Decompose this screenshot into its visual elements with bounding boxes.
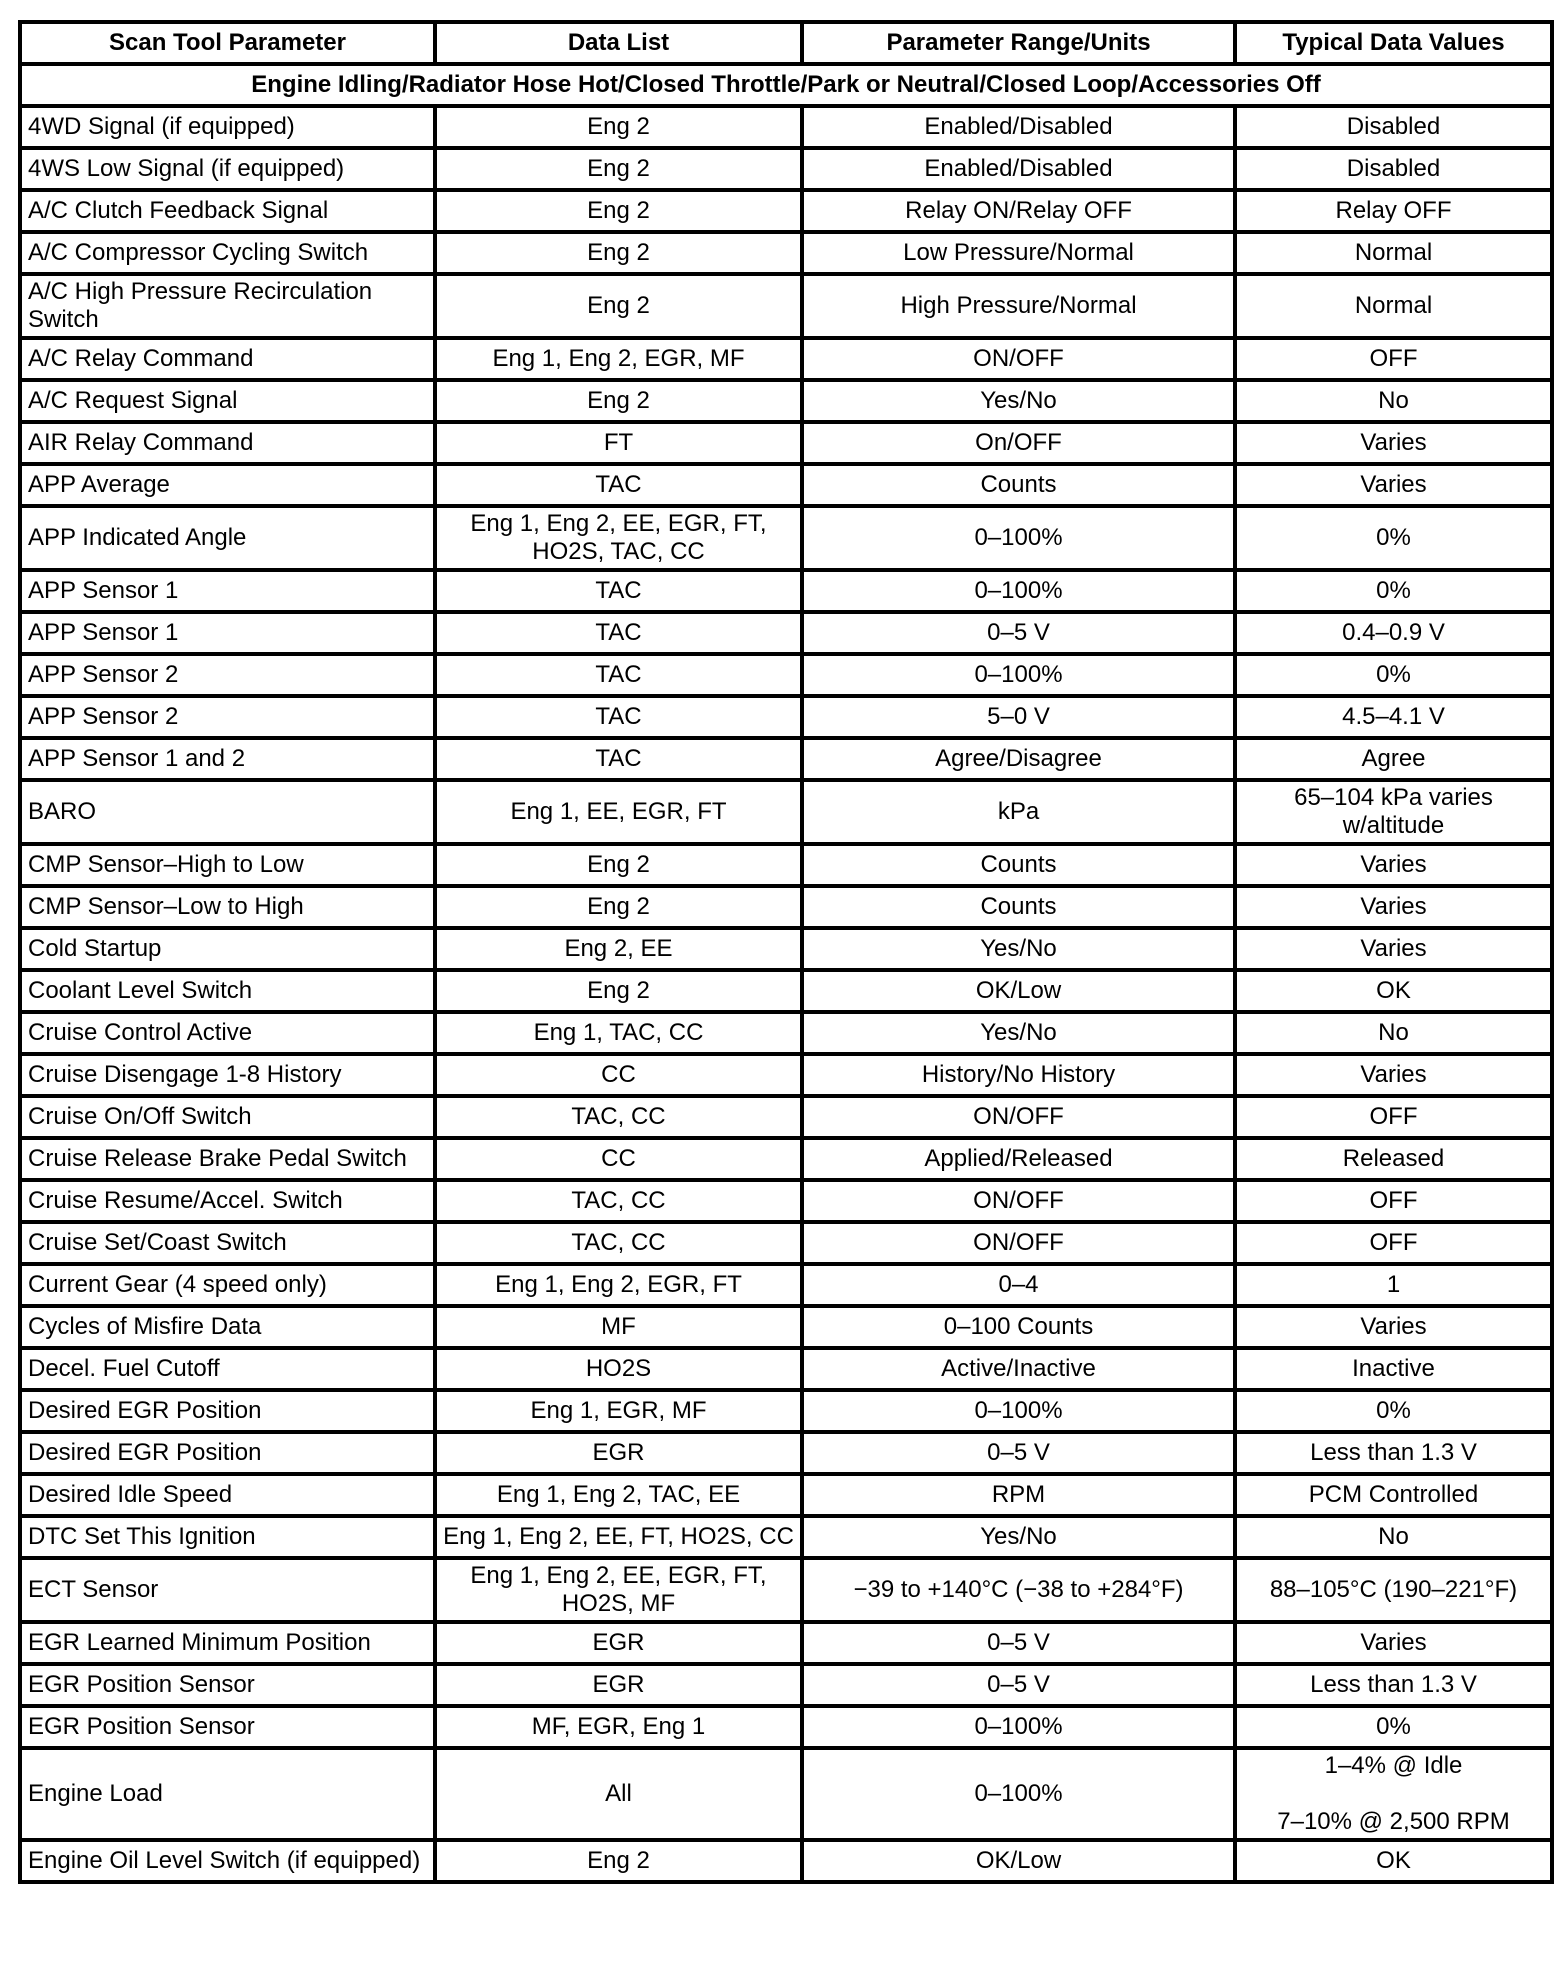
- data-list-cell: Eng 1, Eng 2, EGR, FT: [435, 1264, 802, 1306]
- parameter-name-cell: 4WS Low Signal (if equipped): [20, 148, 435, 190]
- typical-value-line: 0%: [1376, 524, 1411, 551]
- typical-value-line: No: [1378, 387, 1409, 414]
- parameter-name-cell: Engine Oil Level Switch (if equipped): [20, 1840, 435, 1882]
- test-condition: Engine Idling/Radiator Hose Hot/Closed Throttle/Park or Neutral/Closed Loop/Accessories Off: [20, 64, 1552, 106]
- typical-value-cell: [1235, 570, 1552, 612]
- data-list-cell: Eng 2: [435, 970, 802, 1012]
- parameter-name-cell: APP Sensor 1 and 2: [20, 738, 435, 780]
- typical-value-cell: [1235, 148, 1552, 190]
- table-row: [20, 1432, 1552, 1474]
- data-list-cell: CC: [435, 1054, 802, 1096]
- table-row: [20, 1348, 1552, 1390]
- typical-value-cell: [1235, 1840, 1552, 1882]
- parameter-range-cell: 0–5 V: [802, 1664, 1235, 1706]
- table-row: [20, 970, 1552, 1012]
- table-row: [20, 1840, 1552, 1882]
- table-row: [20, 380, 1552, 422]
- parameter-name-cell: APP Sensor 1: [20, 612, 435, 654]
- data-list-cell: HO2S: [435, 1348, 802, 1390]
- parameter-name-cell: Cruise Disengage 1-8 History: [20, 1054, 435, 1096]
- parameter-name-cell: EGR Learned Minimum Position: [20, 1622, 435, 1664]
- parameter-range-cell: RPM: [802, 1474, 1235, 1516]
- typical-value-cell: [1235, 422, 1552, 464]
- data-list-cell: All: [435, 1748, 802, 1840]
- parameter-range-cell: Yes/No: [802, 928, 1235, 970]
- parameter-range-cell: Counts: [802, 886, 1235, 928]
- table-row: [20, 1264, 1552, 1306]
- typical-value-cell: [1235, 1012, 1552, 1054]
- typical-value-line: OFF: [1369, 1187, 1418, 1214]
- table-row: [20, 1664, 1552, 1706]
- typical-value-line: No: [1378, 1523, 1409, 1550]
- table-row: [20, 780, 1552, 844]
- data-list-cell: Eng 2, EE: [435, 928, 802, 970]
- table-row: [20, 654, 1552, 696]
- typical-value-cell: [1235, 886, 1552, 928]
- parameter-name-cell: APP Indicated Angle: [20, 506, 435, 570]
- parameter-name-cell: Engine Load: [20, 1748, 435, 1840]
- typical-value-cell: [1235, 1664, 1552, 1706]
- typical-value-cell: [1235, 1474, 1552, 1516]
- typical-value-line: Inactive: [1352, 1355, 1435, 1382]
- table-row: [20, 274, 1552, 338]
- parameter-name-cell: Cruise Resume/Accel. Switch: [20, 1180, 435, 1222]
- data-list-cell: Eng 1, TAC, CC: [435, 1012, 802, 1054]
- parameter-range-cell: Yes/No: [802, 1516, 1235, 1558]
- typical-value-line: Varies: [1360, 1061, 1427, 1088]
- data-list-cell: Eng 1, EGR, MF: [435, 1390, 802, 1432]
- parameter-name-cell: APP Average: [20, 464, 435, 506]
- parameter-range-cell: 0–100%: [802, 570, 1235, 612]
- typical-value-line: Varies: [1360, 893, 1427, 920]
- condition-row: [20, 64, 1552, 106]
- typical-value-cell: [1235, 274, 1552, 338]
- typical-value-cell: [1235, 380, 1552, 422]
- typical-value-cell: [1235, 1748, 1552, 1840]
- data-list-cell: TAC: [435, 654, 802, 696]
- data-list-cell: Eng 2: [435, 844, 802, 886]
- parameter-range-cell: −39 to +140°C (−38 to +284°F): [802, 1558, 1235, 1622]
- parameter-name-cell: EGR Position Sensor: [20, 1706, 435, 1748]
- parameter-range-cell: High Pressure/Normal: [802, 274, 1235, 338]
- typical-value-cell: [1235, 1432, 1552, 1474]
- data-list-cell: Eng 1, Eng 2, EE, EGR, FT, HO2S, TAC, CC: [435, 506, 802, 570]
- typical-value-line: 7–10% @ 2,500 RPM: [1277, 1808, 1510, 1835]
- parameter-name-cell: BARO: [20, 780, 435, 844]
- typical-value-line: 0%: [1376, 577, 1411, 604]
- typical-value-cell: [1235, 1054, 1552, 1096]
- parameter-range-cell: Counts: [802, 844, 1235, 886]
- typical-value-line: Varies: [1360, 429, 1427, 456]
- typical-value-cell: [1235, 106, 1552, 148]
- parameter-range-cell: 5–0 V: [802, 696, 1235, 738]
- data-list-cell: EGR: [435, 1622, 802, 1664]
- typical-value-line: Disabled: [1346, 113, 1441, 140]
- table-row: [20, 1054, 1552, 1096]
- table-row: [20, 1222, 1552, 1264]
- typical-value-cell: [1235, 338, 1552, 380]
- parameter-name-cell: A/C Relay Command: [20, 338, 435, 380]
- typical-value-line: 88–105°C (190–221°F): [1269, 1576, 1518, 1603]
- table-row: [20, 1306, 1552, 1348]
- parameter-range-cell: Counts: [802, 464, 1235, 506]
- parameter-name-cell: ECT Sensor: [20, 1558, 435, 1622]
- parameter-range-cell: 0–100%: [802, 1706, 1235, 1748]
- parameter-name-cell: Desired EGR Position: [20, 1390, 435, 1432]
- typical-value-line: Agree: [1361, 745, 1426, 772]
- typical-value-line: OFF: [1369, 1103, 1418, 1130]
- parameter-name-cell: APP Sensor 2: [20, 696, 435, 738]
- typical-value-cell: [1235, 1222, 1552, 1264]
- data-list-cell: Eng 2: [435, 232, 802, 274]
- data-list-cell: Eng 1, EE, EGR, FT: [435, 780, 802, 844]
- data-list-cell: Eng 2: [435, 886, 802, 928]
- data-list-cell: Eng 1, Eng 2, EE, EGR, FT, HO2S, MF: [435, 1558, 802, 1622]
- table-row: [20, 106, 1552, 148]
- typical-value-cell: [1235, 844, 1552, 886]
- typical-value-line: Normal: [1354, 292, 1433, 319]
- table-row: [20, 738, 1552, 780]
- typical-value-line: Varies: [1360, 851, 1427, 878]
- typical-value-cell: [1235, 1706, 1552, 1748]
- typical-value-cell: [1235, 1348, 1552, 1390]
- header-row: [20, 22, 1552, 64]
- table-row: [20, 1390, 1552, 1432]
- typical-value-cell: [1235, 190, 1552, 232]
- typical-value-line: OK: [1376, 977, 1411, 1004]
- table-row: [20, 422, 1552, 464]
- data-list-cell: TAC, CC: [435, 1222, 802, 1264]
- typical-value-line: Released: [1342, 1145, 1445, 1172]
- typical-value-cell: [1235, 612, 1552, 654]
- table-row: [20, 1748, 1552, 1840]
- parameter-range-cell: 0–4: [802, 1264, 1235, 1306]
- table-row: [20, 464, 1552, 506]
- parameter-name-cell: DTC Set This Ignition: [20, 1516, 435, 1558]
- typical-value-cell: [1235, 1622, 1552, 1664]
- parameter-name-cell: A/C Clutch Feedback Signal: [20, 190, 435, 232]
- data-list-cell: Eng 2: [435, 380, 802, 422]
- typical-value-line: 0%: [1376, 1713, 1411, 1740]
- typical-value-cell: [1235, 464, 1552, 506]
- typical-value-line: Varies: [1360, 1629, 1427, 1656]
- table-row: [20, 1096, 1552, 1138]
- typical-value-line: PCM Controlled: [1308, 1481, 1479, 1508]
- parameter-range-cell: 0–5 V: [802, 612, 1235, 654]
- typical-value-cell: [1235, 1558, 1552, 1622]
- parameter-name-cell: Cruise On/Off Switch: [20, 1096, 435, 1138]
- typical-value-cell: [1235, 1306, 1552, 1348]
- typical-value-line: Relay OFF: [1335, 197, 1452, 224]
- parameter-range-cell: ON/OFF: [802, 338, 1235, 380]
- data-list-cell: TAC: [435, 464, 802, 506]
- typical-value-cell: [1235, 1516, 1552, 1558]
- table-row: [20, 1012, 1552, 1054]
- parameter-name-cell: APP Sensor 1: [20, 570, 435, 612]
- typical-value-cell: [1235, 738, 1552, 780]
- data-list-cell: Eng 2: [435, 148, 802, 190]
- data-list-cell: EGR: [435, 1664, 802, 1706]
- parameter-name-cell: Decel. Fuel Cutoff: [20, 1348, 435, 1390]
- parameter-range-cell: History/No History: [802, 1054, 1235, 1096]
- parameter-range-cell: 0–100%: [802, 1390, 1235, 1432]
- table-row: [20, 886, 1552, 928]
- parameter-range-cell: Enabled/Disabled: [802, 148, 1235, 190]
- typical-value-cell: [1235, 1138, 1552, 1180]
- scan-tool-parameter-table: [18, 20, 1554, 1884]
- parameter-range-cell: OK/Low: [802, 1840, 1235, 1882]
- table-row: [20, 506, 1552, 570]
- parameter-name-cell: Coolant Level Switch: [20, 970, 435, 1012]
- table-row: [20, 1138, 1552, 1180]
- parameter-name-cell: Cruise Release Brake Pedal Switch: [20, 1138, 435, 1180]
- typical-value-line: Varies: [1360, 1313, 1427, 1340]
- parameter-name-cell: A/C High Pressure Recirculation Switch: [20, 274, 435, 338]
- parameter-range-cell: Agree/Disagree: [802, 738, 1235, 780]
- data-list-cell: Eng 1, Eng 2, EGR, MF: [435, 338, 802, 380]
- table-row: [20, 190, 1552, 232]
- data-list-cell: TAC, CC: [435, 1096, 802, 1138]
- parameter-range-cell: 0–5 V: [802, 1432, 1235, 1474]
- parameter-range-cell: 0–5 V: [802, 1622, 1235, 1664]
- typical-value-line: 1–4% @ Idle: [1324, 1752, 1463, 1779]
- table-row: [20, 1516, 1552, 1558]
- line-gap: [1243, 1780, 1544, 1808]
- parameter-range-cell: 0–100%: [802, 1748, 1235, 1840]
- parameter-range-cell: 0–100 Counts: [802, 1306, 1235, 1348]
- typical-value-cell: [1235, 780, 1552, 844]
- table-row: [20, 1180, 1552, 1222]
- header-parameter-range-units: Parameter Range/Units: [802, 22, 1235, 64]
- typical-value-cell: [1235, 1390, 1552, 1432]
- parameter-range-cell: ON/OFF: [802, 1180, 1235, 1222]
- table-body: [20, 64, 1552, 1882]
- parameter-range-cell: 0–100%: [802, 654, 1235, 696]
- parameter-range-cell: ON/OFF: [802, 1096, 1235, 1138]
- data-list-cell: TAC: [435, 612, 802, 654]
- parameter-name-cell: CMP Sensor–Low to High: [20, 886, 435, 928]
- typical-value-line: OK: [1376, 1847, 1411, 1874]
- typical-value-line: 4.5–4.1 V: [1342, 703, 1445, 730]
- typical-value-line: Less than 1.3 V: [1310, 1439, 1477, 1466]
- typical-value-cell: [1235, 232, 1552, 274]
- data-list-cell: Eng 2: [435, 274, 802, 338]
- parameter-range-cell: Active/Inactive: [802, 1348, 1235, 1390]
- typical-value-cell: [1235, 654, 1552, 696]
- table-row: [20, 696, 1552, 738]
- table-row: [20, 1622, 1552, 1664]
- parameter-range-cell: 0–100%: [802, 506, 1235, 570]
- typical-value-line: No: [1378, 1019, 1409, 1046]
- data-list-cell: EGR: [435, 1432, 802, 1474]
- parameter-name-cell: Cruise Control Active: [20, 1012, 435, 1054]
- parameter-range-cell: ON/OFF: [802, 1222, 1235, 1264]
- table-row: [20, 148, 1552, 190]
- table-row: [20, 338, 1552, 380]
- data-list-cell: TAC: [435, 696, 802, 738]
- parameter-name-cell: A/C Request Signal: [20, 380, 435, 422]
- table-row: [20, 570, 1552, 612]
- typical-value-cell: [1235, 970, 1552, 1012]
- header-typical-data-values: Typical Data Values: [1235, 22, 1552, 64]
- typical-value-line: 0%: [1376, 1397, 1411, 1424]
- parameter-range-cell: Yes/No: [802, 380, 1235, 422]
- typical-value-line: 0%: [1376, 661, 1411, 688]
- data-list-cell: FT: [435, 422, 802, 464]
- typical-value-line: 65–104 kPa varies w/altitude: [1294, 784, 1493, 839]
- parameter-name-cell: Cruise Set/Coast Switch: [20, 1222, 435, 1264]
- typical-value-line: Disabled: [1346, 155, 1441, 182]
- typical-value-line: OFF: [1369, 1229, 1418, 1256]
- typical-value-line: Normal: [1354, 239, 1433, 266]
- table-row: [20, 232, 1552, 274]
- parameter-name-cell: Desired EGR Position: [20, 1432, 435, 1474]
- typical-value-cell: [1235, 506, 1552, 570]
- parameter-name-cell: Cold Startup: [20, 928, 435, 970]
- data-list-cell: TAC: [435, 738, 802, 780]
- data-list-cell: Eng 2: [435, 190, 802, 232]
- parameter-range-cell: On/OFF: [802, 422, 1235, 464]
- data-list-cell: Eng 2: [435, 106, 802, 148]
- data-list-cell: Eng 2: [435, 1840, 802, 1882]
- typical-value-line: Varies: [1360, 471, 1427, 498]
- table-row: [20, 1474, 1552, 1516]
- data-list-cell: MF, EGR, Eng 1: [435, 1706, 802, 1748]
- typical-value-line: 0.4–0.9 V: [1342, 619, 1445, 646]
- header-scan-tool-parameter: Scan Tool Parameter: [20, 22, 435, 64]
- typical-value-line: 1: [1386, 1271, 1401, 1298]
- typical-value-line: Varies: [1360, 935, 1427, 962]
- data-list-cell: MF: [435, 1306, 802, 1348]
- parameter-range-cell: Applied/Released: [802, 1138, 1235, 1180]
- typical-value-cell: [1235, 1096, 1552, 1138]
- parameter-name-cell: CMP Sensor–High to Low: [20, 844, 435, 886]
- typical-value-cell: [1235, 696, 1552, 738]
- data-list-cell: Eng 1, Eng 2, TAC, EE: [435, 1474, 802, 1516]
- parameter-name-cell: Desired Idle Speed: [20, 1474, 435, 1516]
- data-list-cell: Eng 1, Eng 2, EE, FT, HO2S, CC: [435, 1516, 802, 1558]
- parameter-name-cell: Cycles of Misfire Data: [20, 1306, 435, 1348]
- parameter-range-cell: Relay ON/Relay OFF: [802, 190, 1235, 232]
- header-data-list: Data List: [435, 22, 802, 64]
- table-row: [20, 844, 1552, 886]
- typical-value-line: Less than 1.3 V: [1310, 1671, 1477, 1698]
- data-list-cell: TAC, CC: [435, 1180, 802, 1222]
- data-list-cell: TAC: [435, 570, 802, 612]
- data-list-cell: CC: [435, 1138, 802, 1180]
- parameter-name-cell: AIR Relay Command: [20, 422, 435, 464]
- parameter-range-cell: kPa: [802, 780, 1235, 844]
- parameter-range-cell: Low Pressure/Normal: [802, 232, 1235, 274]
- typical-value-cell: [1235, 928, 1552, 970]
- parameter-name-cell: Current Gear (4 speed only): [20, 1264, 435, 1306]
- table-row: [20, 1558, 1552, 1622]
- table-row: [20, 928, 1552, 970]
- parameter-name-cell: 4WD Signal (if equipped): [20, 106, 435, 148]
- typical-value-cell: [1235, 1180, 1552, 1222]
- table-row: [20, 612, 1552, 654]
- parameter-name-cell: A/C Compressor Cycling Switch: [20, 232, 435, 274]
- typical-value-cell: [1235, 1264, 1552, 1306]
- parameter-name-cell: EGR Position Sensor: [20, 1664, 435, 1706]
- parameter-range-cell: Enabled/Disabled: [802, 106, 1235, 148]
- typical-value-line: OFF: [1369, 345, 1418, 372]
- parameter-name-cell: APP Sensor 2: [20, 654, 435, 696]
- parameter-range-cell: Yes/No: [802, 1012, 1235, 1054]
- table-row: [20, 1706, 1552, 1748]
- parameter-range-cell: OK/Low: [802, 970, 1235, 1012]
